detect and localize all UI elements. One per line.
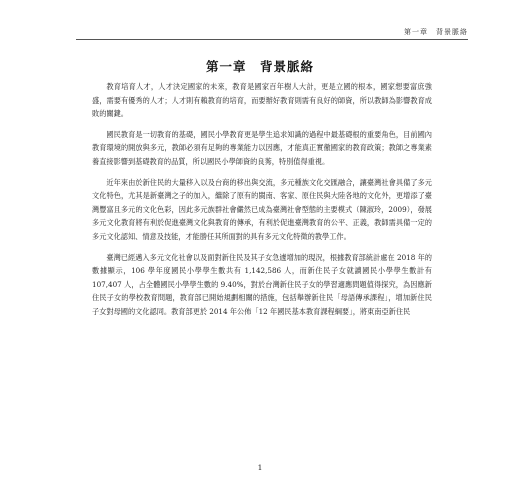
paragraph-3: 近年來由於新住民的大量移入以及台商的移出與交流，多元種族文化交匯融合，讓臺灣社會具備了多元文化特色，尤其是新臺灣之子的加入，繼除了原有的閩南、客家、原住民與大陸各地的文化外，更增添了臺灣豐富且多元的文化色彩，因此多元族群社會儼然已成為臺灣社會型態的主要模式（陳淑玲，2009），發展多元文化教育將有利於促進臺灣文化與教育的傳承，有利於促進臺灣教育的公平、正義，教師需具備一定的多元文化認知、情意及技能，才能勝任其所面對的具有多元文化特徵的教學工作。 [92,177,432,241]
page-number: 1 [257,463,263,472]
paragraph-4: 臺灣已經邁入多元文化社會以及面對新住民及其子女急遽增加的現況，根據教育部統計處在 2018 年的數據顯示，106 學年度國民小學學生數共有 1,142,586 人，而新住民子女就讀國民小學學生數計有 107,407 人，占全體國民小學學生數的 9.40%，對於台灣新住民子女的學習適應問題值得探究，為因應新住民子女的學校教育問題，教育部已開始規劃相關的措施，包括舉辦新住民「母語傳承課程」，增加新住民子女對母國的文化認同。教育部更於 2014 年公佈「12 年國民基本教育課程綱要」，將東南亞新住民 [92,252,432,316]
chapter-title: 第一章 背景脈絡 [205,59,314,74]
body-text [92,80,432,326]
paragraph-1: 教育培育人才，人才決定國家的未來，教育是國家百年樹人大計，更是立國的根本，國家想要富庶強盛，需要有優秀的人才；人才則有賴教育的培育，而要辦好教育則需有良好的師資，所以教師為影響教育成敗的關鍵。 [92,82,432,119]
header-divider [76,39,468,40]
paragraph-2: 國民教育是一切教育的基礎，國民小學教育更是學生追求知識的過程中最基礎根的重要角色，目前國內教育環境的開放與多元，教師必須有足夠的專業能力以因應，才能真正實徹國家的教育政策；教師之專業素養直接影響到基礎教育的品質，所以國民小學師資的良莠，特別值得重視。 [92,129,432,166]
running-header: 第一章 背景脈絡 [404,28,468,36]
